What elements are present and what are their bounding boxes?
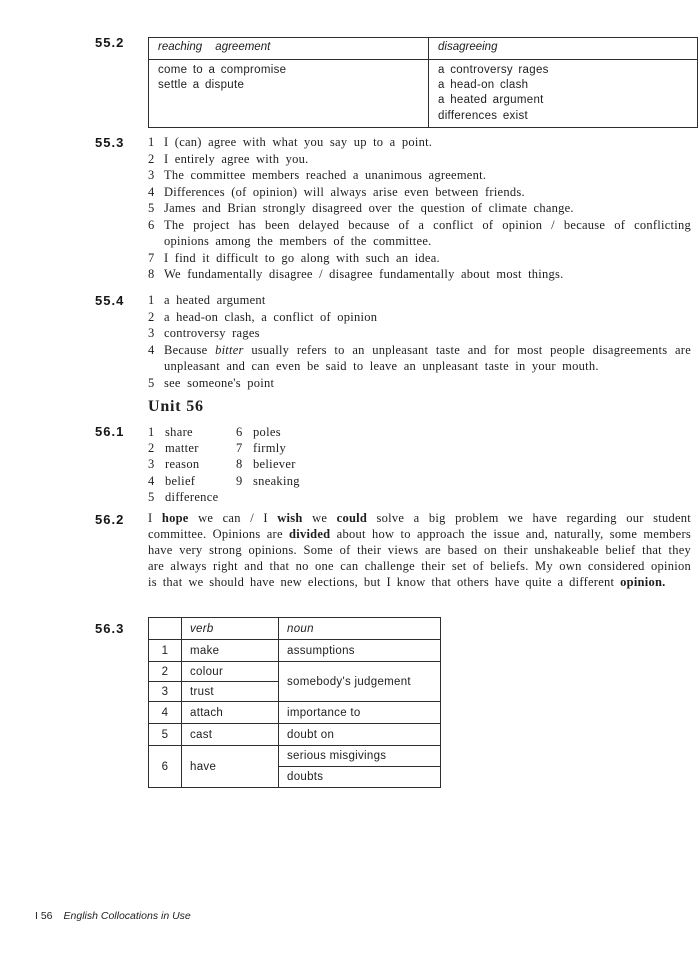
item-text: sneaking (253, 473, 300, 488)
item-number: 5 (148, 375, 155, 390)
list-item (148, 309, 691, 326)
answer-paragraph-56-2: I hope we can / I wish we could solve a big problem we have regarding our student committee. Opinions are divided about how to approach the issue and, naturally, some members have very strong opinions. Some of their views are based on their unshakeable belief that they are always right and that no one can challenge their set of beliefs. My own considered opinion is that we should have new elections, but I know that others have quite a different opinion. (148, 511, 692, 589)
answer-row (148, 424, 218, 440)
table-header-row (149, 618, 441, 640)
reaching-agreement-cell (149, 60, 429, 128)
verb-cell-merged: have (182, 746, 279, 788)
phrase: a controversy rages (438, 64, 549, 76)
item-number: 3 (148, 457, 155, 472)
list-item (148, 167, 691, 184)
noun-header: noun (279, 618, 441, 640)
item-text: I entirely agree with you. (164, 151, 309, 166)
table-header-cell (149, 38, 429, 60)
noun-cell: doubt on (279, 724, 441, 746)
item-text: a heated argument (164, 293, 266, 307)
list-item (148, 292, 691, 309)
item-number: 9 (236, 473, 243, 488)
phrase: settle a dispute (158, 79, 245, 92)
item-text: James and Brian strongly disagreed over the question of climate change. (164, 201, 574, 215)
item-number: 3 (148, 168, 155, 182)
verb-noun-table (148, 617, 441, 788)
item-text: The project has been delayed because of a conflict of opinion / because of conflicting opinions among the members of the committee. (164, 217, 691, 248)
item-text: The committee members reached a unanimous agreement. (164, 168, 487, 182)
verb-cell: make (182, 640, 279, 662)
item-number: 5 (148, 201, 155, 215)
item-text: see someone's point (164, 375, 275, 390)
page-number: I 56 (35, 910, 53, 922)
col1-header: reaching agreement (158, 41, 271, 53)
section-label-55-4: 55.4 (95, 293, 125, 308)
item-number: 1 (148, 293, 155, 307)
item-number: 4 (148, 342, 155, 357)
list-item (148, 151, 691, 168)
item-number: 2 (148, 151, 155, 166)
table-header-row (149, 38, 698, 60)
item-text: We fundamentally disagree / disagree fundamentally about most things. (164, 267, 564, 281)
item-text: Differences (of opinion) will always arise even between friends. (164, 184, 525, 199)
table-row (149, 724, 441, 746)
answer-row (236, 440, 300, 456)
table-row (149, 702, 441, 724)
item-text: belief (165, 473, 196, 488)
answer-row (236, 424, 300, 440)
item-number: 8 (148, 267, 155, 281)
row-number: 5 (149, 724, 182, 746)
table-row (149, 746, 441, 767)
item-number: 4 (148, 473, 155, 488)
noun-cell: assumptions (279, 640, 441, 662)
answers-55-4 (148, 292, 691, 391)
item-text: reason (165, 457, 200, 472)
disagreeing-cell (429, 60, 698, 128)
row-number: 2 (149, 662, 182, 682)
list-item (148, 134, 691, 151)
item-number: 1 (148, 425, 155, 439)
page-footer (35, 910, 191, 922)
item-text: Because bitter usually refers to an unpleasant taste and for most people disagreements are unpleasant and can even be said to leave an unpleasant taste in your mouth. (164, 342, 691, 373)
answer-row (148, 489, 218, 505)
table-row (149, 640, 441, 662)
item-number: 1 (148, 135, 155, 149)
row-number: 1 (149, 640, 182, 662)
verb-cell: colour (182, 662, 279, 682)
item-number: 7 (148, 250, 155, 265)
section-label-56-2: 56.2 (95, 512, 125, 527)
row-number: 3 (149, 682, 182, 702)
answer-row (236, 456, 300, 472)
book-title: English Collocations in Use (63, 910, 191, 922)
item-text: poles (253, 425, 281, 439)
phrase: a heated argument (438, 94, 544, 107)
list-item (148, 217, 691, 250)
empty-header-cell (149, 618, 182, 640)
answer-row (148, 456, 218, 472)
verb-cell: cast (182, 724, 279, 746)
table-row (149, 662, 441, 682)
list-item (148, 342, 691, 375)
item-text: believer (253, 457, 296, 472)
phrase: come to a compromise (158, 64, 287, 76)
item-number: 8 (236, 457, 243, 472)
row-number: 4 (149, 702, 182, 724)
verb-cell: trust (182, 682, 279, 702)
item-text: firmly (253, 441, 287, 456)
noun-cell: importance to (279, 702, 441, 724)
list-item (148, 266, 691, 283)
answers-55-3 (148, 134, 691, 283)
list-item (148, 375, 691, 392)
item-text: a head-on clash, a conflict of opinion (164, 309, 378, 324)
item-number: 2 (148, 441, 155, 456)
table-body-row (149, 60, 698, 128)
item-text: difference (165, 489, 219, 504)
noun-cell-merged: somebody's judgement (279, 662, 441, 702)
list-item (148, 325, 691, 342)
phrase: differences exist (438, 109, 528, 122)
answer-row (148, 440, 218, 456)
item-number: 2 (148, 309, 155, 324)
item-number: 6 (236, 425, 243, 439)
verb-header: verb (182, 618, 279, 640)
item-number: 5 (148, 489, 155, 504)
item-number: 3 (148, 326, 155, 340)
answers-56-1-col2 (236, 424, 300, 489)
item-number: 4 (148, 184, 155, 199)
section-label-55-3: 55.3 (95, 135, 125, 150)
item-text: matter (165, 441, 199, 456)
item-number: 6 (148, 217, 155, 232)
answers-56-1-col1 (148, 424, 218, 505)
item-number: 7 (236, 441, 243, 456)
agreement-disagreement-table (148, 37, 698, 128)
answer-row (236, 473, 300, 489)
section-label-56-1: 56.1 (95, 424, 125, 439)
item-text: I find it difficult to go along with such an idea. (164, 250, 440, 265)
answer-row (148, 473, 218, 489)
phrase: a head-on clash (438, 79, 529, 92)
list-item (148, 250, 691, 267)
section-label-55-2: 55.2 (95, 35, 125, 50)
item-text: controversy rages (164, 326, 260, 340)
list-item (148, 200, 691, 217)
list-item (148, 184, 691, 201)
row-number-merged: 6 (149, 746, 182, 788)
noun-cell: doubts (279, 767, 441, 788)
item-text: I (can) agree with what you say up to a point. (164, 135, 433, 149)
item-text: share (165, 425, 193, 439)
section-label-56-3: 56.3 (95, 621, 125, 636)
noun-cell: serious misgivings (279, 746, 441, 767)
verb-cell: attach (182, 702, 279, 724)
col2-header: disagreeing (429, 38, 698, 60)
unit-heading: Unit 56 (148, 398, 204, 415)
